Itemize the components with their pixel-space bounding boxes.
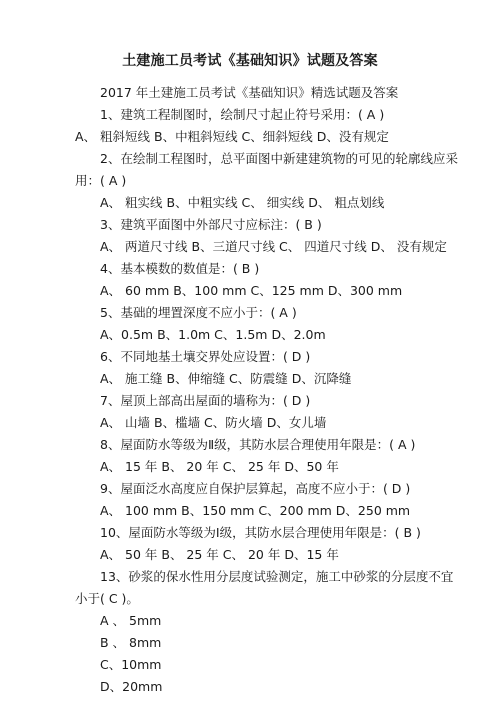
text-line: 6、不同地基土壤交界处应设置：( D ) — [100, 349, 311, 364]
text-line: A、 粗实线 B、中粗实线 C、 细实线 D、 粗点划线 — [100, 195, 385, 210]
text-line: A、 两道尺寸线 B、三道尺寸线 C、 四道尺寸线 D、 没有规定 — [100, 239, 447, 254]
text-line: A、 60 mm B、100 mm C、125 mm D、300 mm — [100, 283, 403, 298]
text-line: 2017 年土建施工员考试《基础知识》精选试题及答案 — [100, 85, 399, 100]
text-line: A、 施工缝 B、伸缩缝 C、防震缝 D、沉降缝 — [100, 371, 352, 386]
text-line: 7、屋顶上部高出屋面的墙称为：( D ) — [100, 393, 311, 408]
text-line: 5、基础的埋置深度不应小于：( A ) — [100, 305, 297, 320]
text-line: A、 100 mm B、150 mm C、200 mm D、250 mm — [100, 503, 411, 518]
text-line: 10、屋面防水等级为Ⅰ级，其防水层合理使用年限是：( B ) — [100, 525, 421, 540]
text-line: D、20mm — [100, 679, 163, 694]
text-line: 13、砂浆的保水性用分层度试验测定，施工中砂浆的分层度不宜 — [100, 569, 454, 584]
text-line: 用：( A ) — [75, 173, 127, 188]
text-line: 小于( C )。 — [75, 591, 139, 606]
text-line: C、10mm — [100, 657, 162, 672]
text-line: 3、建筑平面图中外部尺寸应标注：( B ) — [100, 217, 322, 232]
text-line: A、 15 年 B、 20 年 C、 25 年 D、50 年 — [100, 459, 339, 474]
document-body — [75, 82, 458, 698]
document-title: 土建施工员考试《基础知识》试题及答案 — [122, 53, 378, 69]
text-line: 1、建筑工程制图时，绘制尺寸起止符号采用：( A ) — [100, 107, 385, 122]
text-line: A、 粗斜短线 B、中粗斜短线 C、细斜短线 D、没有规定 — [75, 129, 389, 144]
text-line: 8、屋面防水等级为Ⅱ级，其防水层合理使用年限是：( A ) — [100, 437, 416, 452]
text-line: B 、 8mm — [100, 635, 162, 650]
text-line: A、0.5m B、1.0m C、1.5m D、2.0m — [100, 327, 326, 342]
text-line: 2、在绘制工程图时，总平面图中新建建筑物的可见的轮廓线应采 — [100, 151, 458, 166]
text-line: A 、 5mm — [100, 613, 162, 628]
text-line: 4、基本模数的数值是：( B ) — [100, 261, 260, 276]
text-line: 9、屋面泛水高度应自保护层算起，高度不应小于：( D ) — [100, 481, 411, 496]
text-line: A、 50 年 B、 25 年 C、 20 年 D、15 年 — [100, 547, 339, 562]
text-line: A、 山墙 B、槛墙 C、防火墙 D、女儿墙 — [100, 415, 327, 430]
